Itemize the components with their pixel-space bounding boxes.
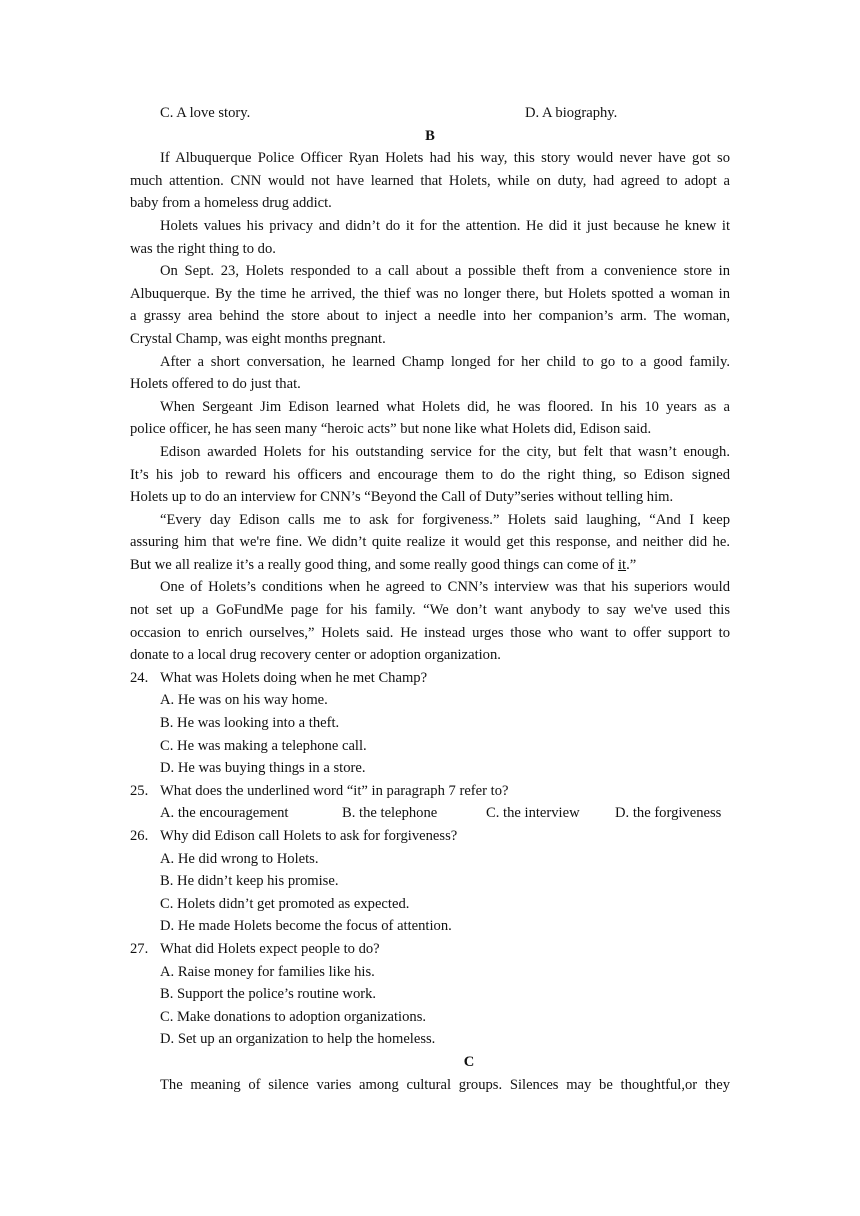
option-c: C. A love story. [160, 105, 251, 121]
passage-line: a grassy area behind the store about to inject a needle into her companion’s arm. The woman, [130, 308, 730, 325]
question-26 [130, 825, 730, 848]
passage-line: If Albuquerque Police Officer Ryan Holets had his way, this story would never have got so [160, 150, 730, 167]
passage-line: After a short conversation, he learned Champ longed for her child to go to a good family. [160, 353, 730, 370]
passage-line: donate to a local drug recovery center or adoption organization. [130, 647, 501, 664]
answer-option: B. He was looking into a theft. [160, 715, 340, 732]
answer-option: D. He was buying things in a store. [160, 760, 366, 777]
answer-option: D. Set up an organization to help the homeless. [160, 1031, 436, 1048]
option-d: D. A biography. [525, 105, 618, 121]
passage-line: Holets up to do an interview for CNN’s “Beyond the Call of Duty”series without telling him. [130, 489, 674, 506]
passage-b [130, 147, 730, 667]
question-text: What did Holets expect people to do? [160, 940, 380, 957]
question-text: Why did Edison call Holets to ask for forgiveness? [160, 828, 458, 844]
answer-option: A. Raise money for families like his. [160, 963, 375, 980]
passage-line: not set up a GoFundMe page for his family. “We don’t want anybody to say we've used this [130, 602, 730, 619]
answer-option: A. the encouragement [160, 805, 289, 822]
question-27 [130, 938, 730, 961]
question-24 [130, 667, 730, 690]
section-b-heading: B [425, 127, 435, 144]
question-number: 24. [130, 669, 149, 686]
answer-options-row [130, 802, 730, 825]
answer-option: C. He was making a telephone call. [160, 737, 367, 754]
passage-line: Holets offered to do just that. [130, 376, 301, 393]
question-text: What does the underlined word “it” in paragraph 7 refer to? [160, 782, 509, 799]
line-end: .” [626, 556, 637, 573]
passage-line: much attention. CNN would not have learned that Holets, while on duty, had agreed to adopt a [130, 172, 730, 189]
answer-option: D. the forgiveness [615, 805, 722, 822]
answer-option: B. He didn’t keep his promise. [160, 873, 339, 890]
answer-option: B. Support the police’s routine work. [160, 986, 377, 1003]
question-text: What was Holets doing when he met Champ? [160, 669, 428, 686]
passage-line: One of Holets’s conditions when he agreed to CNN’s interview was that his superiors would [160, 579, 730, 596]
answer-option: C. the interview [486, 805, 580, 822]
answer-option: D. He made Holets become the focus of attention. [160, 918, 452, 935]
answer-option: B. the telephone [342, 805, 438, 822]
passage-line: police officer, he has seen many “heroic acts” but none like what Holets did, Edison said. [130, 421, 652, 438]
passage-line: was the right thing to do. [130, 240, 276, 257]
exam-page [130, 102, 730, 1096]
passage-line-underlined [130, 554, 730, 577]
answer-option: A. He did wrong to Holets. [160, 850, 319, 867]
answer-option: C. Holets didn’t get promoted as expected. [160, 895, 410, 912]
question-number: 26. [130, 828, 149, 844]
passage-line: Albuquerque. By the time he arrived, the thief was no longer there, but Holets spotted a woman in [130, 285, 730, 302]
passage-line: When Sergeant Jim Edison learned what Holets did, he was floored. In his 10 years as a [160, 398, 730, 415]
passage-text: But we all realize it’s a really good thing, and some really good things can come of [130, 556, 618, 573]
passage-line: baby from a homeless drug addict. [130, 195, 332, 212]
passage-line: Crystal Champ, was eight months pregnant. [130, 330, 386, 347]
passage-line: On Sept. 23, Holets responded to a call about a possible theft from a convenience store in [160, 263, 730, 280]
question-number: 25. [130, 782, 149, 799]
question-number: 27. [130, 940, 149, 957]
passage-line: “Every day Edison calls me to ask for forgiveness.” Holets said laughing, “And I keep [160, 511, 730, 528]
answer-option: A. He was on his way home. [160, 692, 328, 709]
passage-c-line: The meaning of silence varies among cultural groups. Silences may be thoughtful,or they [160, 1076, 730, 1093]
passage-line: Holets values his privacy and didn’t do it for the attention. He did it just because he knew it [160, 217, 730, 234]
answer-option: C. Make donations to adoption organizations. [160, 1008, 427, 1025]
passage-line: occasion to enrich ourselves,” Holets said. He instead urges those who want to offer support to [130, 624, 730, 641]
passage-line: It’s his job to reward his officers and encourage them to do the right thing, so Edison signed [130, 466, 730, 483]
question-25 [130, 780, 730, 803]
prev-options-row [130, 102, 730, 125]
passage-line: assuring him that we're fine. We didn’t quite realize it would get this response, and neither did he. [130, 534, 730, 551]
underlined-word: it [617, 556, 627, 573]
section-c-heading: C [463, 1053, 475, 1070]
passage-line: Edison awarded Holets for his outstanding service for the city, but felt that wasn’t enough. [160, 443, 730, 460]
